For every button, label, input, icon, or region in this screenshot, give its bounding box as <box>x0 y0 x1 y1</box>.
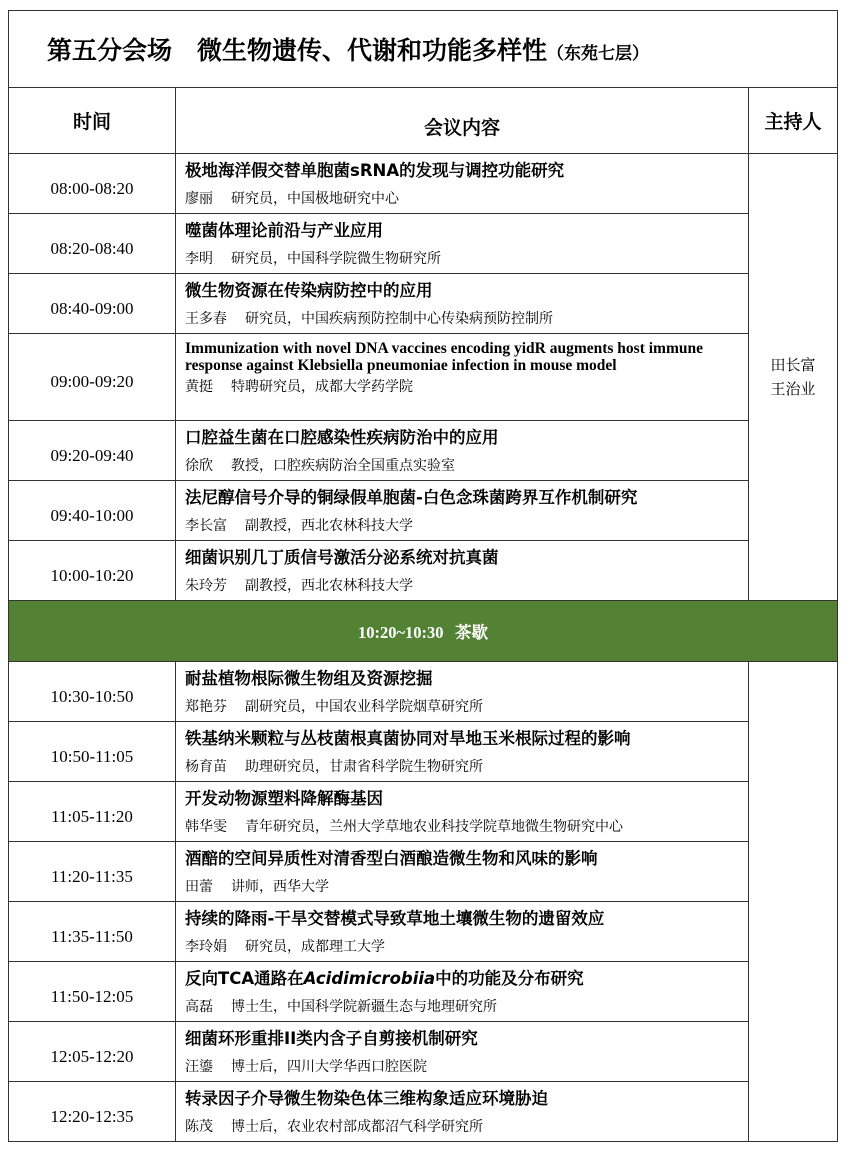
speaker-info: 助理研究员，甘肃省科学院生物研究所 <box>245 759 483 775</box>
speaker-info: 博士生，中国科学院新疆生态与地理研究所 <box>231 999 497 1015</box>
speaker-line <box>185 515 748 537</box>
host-cell <box>749 662 838 1142</box>
talk-title: Immunization with novel DNA vaccines encoding yidR augments host immune response against Klebsiella pneumoniae infection in mouse model <box>185 340 703 374</box>
speaker-info: 副教授，西北农林科技大学 <box>245 518 413 534</box>
schedule-sheet <box>8 10 837 1142</box>
speaker-info: 特聘研究员，成都大学药学院 <box>231 379 413 395</box>
table-row <box>9 421 838 481</box>
session-time: 08:40-09:00 <box>9 274 176 334</box>
table-row <box>9 722 838 782</box>
title-row <box>9 11 838 88</box>
table-row <box>9 541 838 601</box>
table-row <box>9 1082 838 1142</box>
speaker-name: 陈茂 <box>185 1119 213 1135</box>
talk-title: 酒醅的空间异质性对清香型白酒酿造微生物和风味的影响 <box>185 849 598 868</box>
session-time: 08:00-08:20 <box>9 154 176 214</box>
session-content <box>176 782 749 842</box>
table-row <box>9 662 838 722</box>
header-row <box>9 88 838 154</box>
speaker-line <box>185 816 748 838</box>
host-name: 田长富 <box>770 356 816 374</box>
session-time: 10:00-10:20 <box>9 541 176 601</box>
session-time: 10:50-11:05 <box>9 722 176 782</box>
speaker-info: 研究员，中国科学院微生物研究所 <box>231 251 441 267</box>
speaker-name: 田蕾 <box>185 879 213 895</box>
speaker-info: 教授，口腔疾病防治全国重点实验室 <box>231 458 455 474</box>
speaker-name: 汪鎏 <box>185 1059 213 1075</box>
speaker-name: 徐欣 <box>185 458 213 474</box>
session-time: 09:40-10:00 <box>9 481 176 541</box>
speaker-info: 副研究员，中国农业科学院烟草研究所 <box>245 699 483 715</box>
talk-title: 开发动物源塑料降解酶基因 <box>185 789 383 808</box>
break-time: 10:20~10:30 <box>357 623 444 642</box>
speaker-line <box>185 1116 748 1138</box>
session-content <box>176 842 749 902</box>
speaker-name: 王多春 <box>185 311 227 327</box>
speaker-line <box>185 1056 748 1078</box>
host-cell <box>749 154 838 601</box>
session-time: 10:30-10:50 <box>9 662 176 722</box>
speaker-name: 廖丽 <box>185 191 213 207</box>
table-row <box>9 481 838 541</box>
talk-title: 法尼醇信号介导的铜绿假单胞菌-白色念珠菌跨界互作机制研究 <box>185 488 638 507</box>
speaker-info: 研究员，中国极地研究中心 <box>231 191 399 207</box>
speaker-name: 李玲娟 <box>185 939 227 955</box>
session-content <box>176 334 749 421</box>
session-content <box>176 481 749 541</box>
session-content <box>176 274 749 334</box>
session-time: 09:20-09:40 <box>9 421 176 481</box>
speaker-line <box>185 308 748 330</box>
speaker-info: 研究员，中国疾病预防控制中心传染病预防控制所 <box>245 311 553 327</box>
talk-title: 细菌环形重排II类内含子自剪接机制研究 <box>185 1029 478 1048</box>
table-row <box>9 962 838 1022</box>
speaker-info: 研究员，成都理工大学 <box>245 939 385 955</box>
session-content <box>176 662 749 722</box>
session-content <box>176 154 749 214</box>
session-time: 11:20-11:35 <box>9 842 176 902</box>
talk-title: 持续的降雨-干旱交替模式导致草地土壤微生物的遗留效应 <box>185 909 605 928</box>
speaker-name: 杨育苗 <box>185 759 227 775</box>
page-title <box>9 11 838 88</box>
table-row <box>9 902 838 962</box>
speaker-name: 高磊 <box>185 999 213 1015</box>
session-time: 11:35-11:50 <box>9 902 176 962</box>
host-name: 王治业 <box>770 380 816 398</box>
speaker-name: 李明 <box>185 251 213 267</box>
session-title: 第五分会场 微生物遗传、代谢和功能多样性 <box>47 36 548 65</box>
talk-title: 铁基纳米颗粒与丛枝菌根真菌协同对旱地玉米根际过程的影响 <box>185 729 631 748</box>
table-row <box>9 782 838 842</box>
speaker-name: 朱玲芳 <box>185 578 227 594</box>
speaker-info: 博士后，农业农村部成都沼气科学研究所 <box>231 1119 483 1135</box>
talk-title-suffix: 中的功能及分布研究 <box>435 969 584 988</box>
table-row <box>9 214 838 274</box>
session-content <box>176 541 749 601</box>
header-content: 会议内容 <box>176 88 749 154</box>
talk-title <box>185 968 748 990</box>
speaker-info: 副教授，西北农林科技大学 <box>245 578 413 594</box>
table-row <box>9 154 838 214</box>
session-time: 08:20-08:40 <box>9 214 176 274</box>
speaker-info: 讲师，西华大学 <box>231 879 329 895</box>
speaker-name: 黄挺 <box>185 379 213 395</box>
speaker-name: 郑艳芬 <box>185 699 227 715</box>
speaker-line <box>185 575 748 597</box>
talk-title: 噬菌体理论前沿与产业应用 <box>185 221 383 240</box>
talk-title: 转录因子介导微生物染色体三维构象适应环境胁迫 <box>185 1089 548 1108</box>
speaker-line <box>185 996 748 1018</box>
speaker-line <box>185 936 748 958</box>
session-content <box>176 214 749 274</box>
session-content <box>176 962 749 1022</box>
session-content <box>176 902 749 962</box>
speaker-line <box>185 248 748 270</box>
talk-title: 耐盐植物根际微生物组及资源挖掘 <box>185 669 433 688</box>
speaker-line <box>185 455 748 477</box>
table-row <box>9 334 838 421</box>
talk-title: 口腔益生菌在口腔感染性疾病防治中的应用 <box>185 428 499 447</box>
session-time: 11:05-11:20 <box>9 782 176 842</box>
session-time: 11:50-12:05 <box>9 962 176 1022</box>
speaker-name: 李长富 <box>185 518 227 534</box>
session-content <box>176 1022 749 1082</box>
table-row <box>9 1022 838 1082</box>
header-time: 时间 <box>9 88 176 154</box>
tea-break-banner <box>9 601 838 662</box>
session-location: （东苑七层） <box>547 44 650 64</box>
talk-title: 微生物资源在传染病防控中的应用 <box>185 281 433 300</box>
session-time: 12:05-12:20 <box>9 1022 176 1082</box>
speaker-line <box>185 188 748 210</box>
schedule-table <box>8 10 838 1142</box>
speaker-info: 博士后，四川大学华西口腔医院 <box>231 1059 427 1075</box>
talk-title: 极地海洋假交替单胞菌sRNA的发现与调控功能研究 <box>185 161 565 180</box>
talk-title-prefix: 反向TCA通路在 <box>185 969 304 988</box>
talk-title-taxon: Acidimicrobiia <box>303 969 436 988</box>
session-content <box>176 722 749 782</box>
speaker-name: 韩华雯 <box>185 819 227 835</box>
speaker-line <box>185 876 748 898</box>
session-content <box>176 1082 749 1142</box>
talk-title: 细菌识别几丁质信号激活分泌系统对抗真菌 <box>185 548 499 567</box>
table-row <box>9 274 838 334</box>
session-content <box>176 421 749 481</box>
table-row <box>9 842 838 902</box>
speaker-line <box>185 756 748 778</box>
header-host: 主持人 <box>749 88 838 154</box>
speaker-line <box>185 696 748 718</box>
session-time: 12:20-12:35 <box>9 1082 176 1142</box>
break-label: 茶歇 <box>455 623 489 642</box>
session-time: 09:00-09:20 <box>9 334 176 421</box>
break-row <box>9 601 838 662</box>
speaker-info: 青年研究员，兰州大学草地农业科技学院草地微生物研究中心 <box>245 819 623 835</box>
speaker-line <box>185 376 748 398</box>
